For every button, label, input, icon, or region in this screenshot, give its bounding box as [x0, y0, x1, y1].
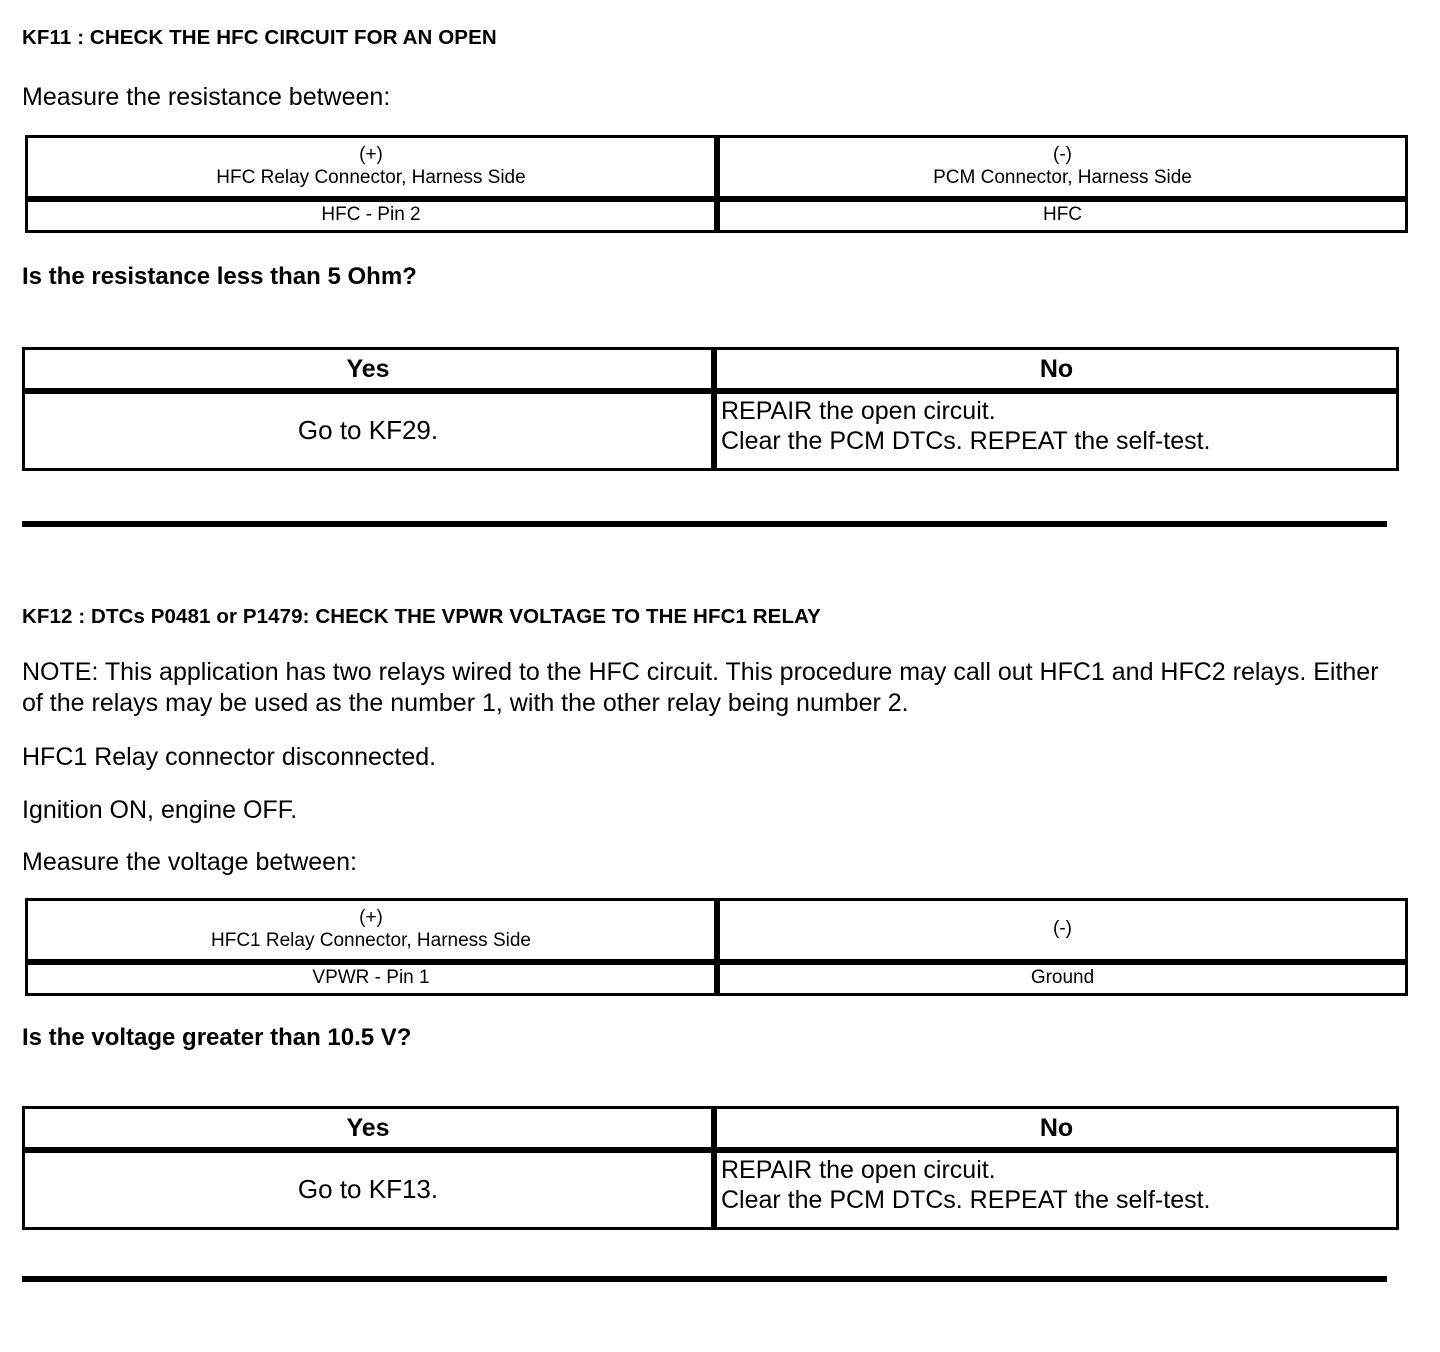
instruction-relay-disconnected: HFC1 Relay connector disconnected. — [22, 743, 437, 771]
table-row — [22, 391, 1399, 471]
measurement-negative-header — [717, 135, 1408, 199]
positive-polarity-label: (+) — [359, 144, 383, 166]
decision-yes-action: Go to KF29. — [22, 391, 714, 471]
decision-no-action-line2: Clear the PCM DTCs. REPEAT the self-test. — [721, 427, 1211, 455]
step-title-kf11: KF11 : CHECK THE HFC CIRCUIT FOR AN OPEN — [22, 26, 497, 49]
table-row — [25, 898, 1408, 962]
step-title-kf12: KF12 : DTCs P0481 or P1479: CHECK THE VPWR VOLTAGE TO THE HFC1 RELAY — [22, 605, 821, 628]
table-row — [22, 1106, 1399, 1150]
negative-polarity-label: (-) — [1053, 918, 1072, 940]
measurement-negative-header — [717, 898, 1408, 962]
measurement-positive-header — [25, 898, 717, 962]
instruction-ignition-on: Ignition ON, engine OFF. — [22, 795, 298, 824]
decision-no-action-line2: Clear the PCM DTCs. REPEAT the self-test. — [721, 1186, 1211, 1214]
step-kf11 — [22, 26, 1412, 527]
decision-no-action-line1: REPAIR the open circuit. — [721, 396, 996, 425]
section-divider-1 — [22, 521, 1387, 527]
positive-polarity-label: (+) — [359, 907, 383, 929]
table-row — [25, 962, 1408, 996]
decision-no-action — [714, 391, 1399, 471]
measurement-table-kf11 — [25, 135, 1408, 233]
decision-no-action — [714, 1150, 1399, 1230]
decision-no-header: No — [714, 347, 1399, 391]
instruction-measure-resistance: Measure the resistance between: — [22, 83, 391, 111]
decision-table-kf12 — [22, 1106, 1399, 1230]
table-row — [22, 347, 1399, 391]
decision-no-action-line1: REPAIR the open circuit. — [721, 1155, 996, 1184]
decision-yes-header: Yes — [22, 1106, 714, 1150]
decision-yes-header: Yes — [22, 347, 714, 391]
measurement-positive-value: VPWR - Pin 1 — [25, 962, 717, 996]
decision-table-kf11 — [22, 347, 1399, 471]
measurement-table-kf12 — [25, 898, 1408, 996]
table-row — [25, 199, 1408, 233]
table-row — [22, 1150, 1399, 1230]
question-kf12: Is the voltage greater than 10.5 V? — [22, 1023, 412, 1051]
negative-connector-label: PCM Connector, Harness Side — [933, 166, 1192, 188]
measurement-negative-value: HFC — [717, 199, 1408, 233]
positive-connector-label: HFC Relay Connector, Harness Side — [216, 166, 526, 188]
instruction-measure-voltage: Measure the voltage between: — [22, 848, 357, 876]
section-divider-2 — [22, 1276, 1387, 1282]
measurement-negative-value: Ground — [717, 962, 1408, 996]
measurement-positive-value: HFC - Pin 2 — [25, 199, 717, 233]
step-kf12 — [22, 605, 1412, 1282]
note-kf12: NOTE: This application has two relays wired to the HFC circuit. This procedure may call out HFC1 and HFC2 relays. Either of the relays may be used as the number 1, with the other relay being number 2. — [22, 658, 1379, 717]
decision-yes-action: Go to KF13. — [22, 1150, 714, 1230]
decision-no-header: No — [714, 1106, 1399, 1150]
question-kf11: Is the resistance less than 5 Ohm? — [22, 262, 417, 290]
table-row — [25, 135, 1408, 199]
measurement-positive-header — [25, 135, 717, 199]
positive-connector-label: HFC1 Relay Connector, Harness Side — [211, 929, 531, 951]
negative-polarity-label: (-) — [1053, 144, 1072, 166]
